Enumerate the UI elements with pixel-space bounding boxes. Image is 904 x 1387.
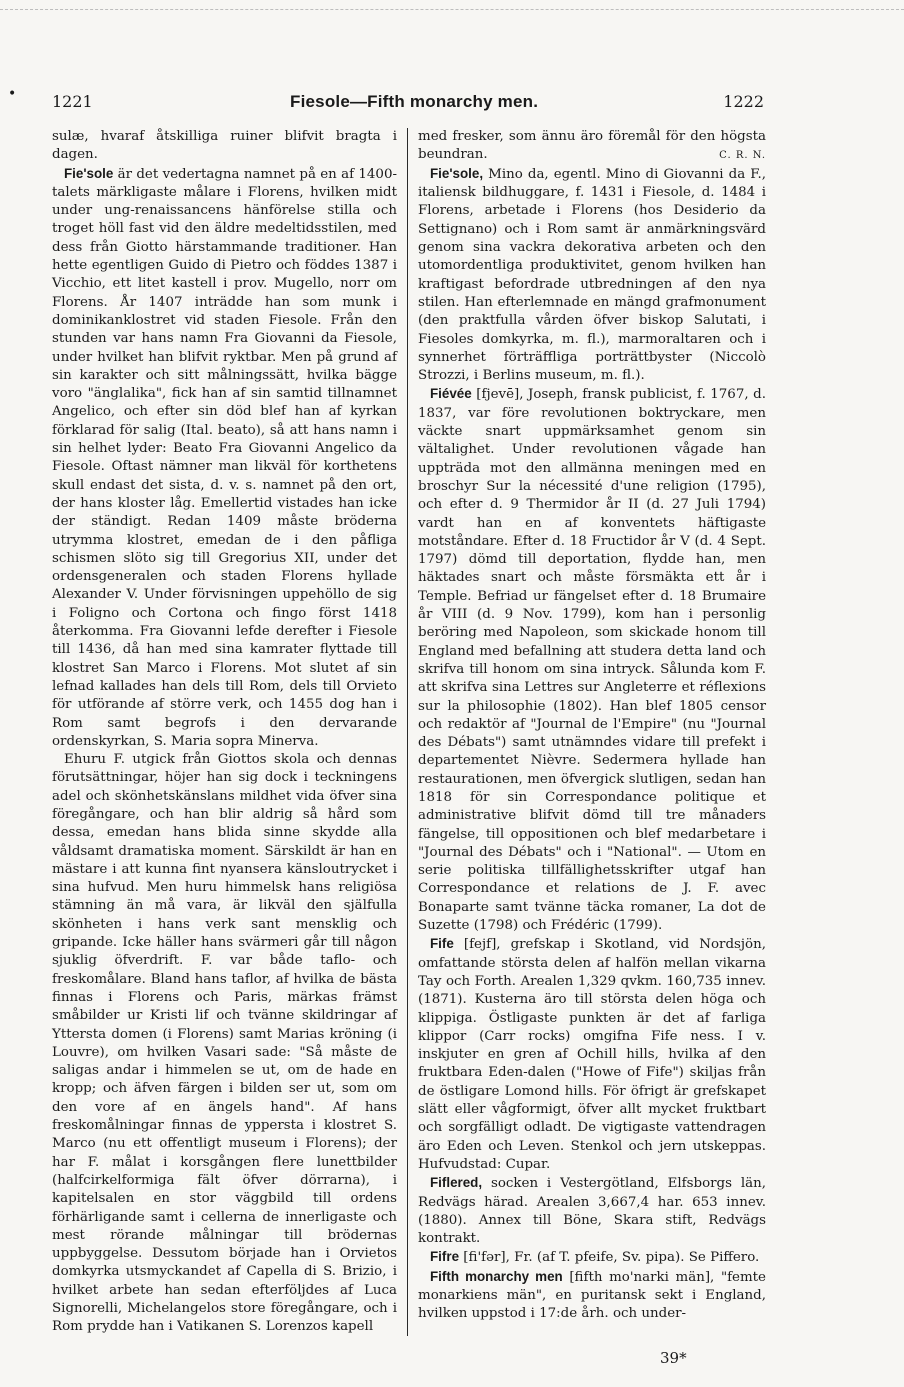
headword-fiflered: Fiflered, xyxy=(430,1175,483,1191)
page-header xyxy=(0,92,904,116)
entry-fifre xyxy=(418,1248,766,1267)
headword-fiesole: Fie'sole xyxy=(64,165,114,181)
entry-body: [fejf], grefskap i Skotland, vid Nordsjön, omfattande största delen af halfön mellan vikarna Tay och Forth. Arealen 1,329 qvkm. 160,735 innev. (1871). Kusterna äro till största delen höga och klippiga. Östligaste punkten är det af farliga klippor (Carr rocks) omgifna Fife ness. I v. inskjuter en gren af Ochill hills, hvilka af den fruktbara Eden-dalen ("Howe of Fife") skiljas från de östligare Lomond hills. För öfrigt är grefskapet slätt eller vågformigt, öfver allt mycket fruktbart och sorgfälligt odladt. De vigtigaste vattendragen äro Eden och Leven. Stenkol och jern utskeppas. Hufvudstad: Cupar. xyxy=(418,937,766,1172)
continuation-text: med fresker, som ännu äro föremål för den högsta beundran. xyxy=(418,129,766,163)
entry-paragraph xyxy=(52,165,397,752)
entry-body: Mino da, egentl. Mino di Giovanni da F., italiensk bildhuggare, f. 1431 i Fiesole, d. 1484 i Florens, arbetade i Florens (hos Desiderio da Settignano) och i Rom samt är anmärkningsvärd genom sina vackra dekorativa arbeten och den utomordentliga produktivitet, genom hvilken han kraftigast befordrade utbredningen af den nya stilen. Han efterlemnade en mängd grafmonument (den praktfulla vården öfver biskop Salutati, i Fiesoles domkyrka, m. fl.), marmoraltaren och i synnerhet förträffliga porträttbyster (Niccolò Strozzi, i Berlins museum, m. fl.). xyxy=(418,166,766,384)
top-edge-line xyxy=(0,9,904,10)
headword-fifth-monarchy-men: Fifth monarchy men xyxy=(430,1268,563,1284)
entry-paragraph-2: Ehuru F. utgick från Giottos skola och dennas förutsättningar, höjer han sig dock i teckningens adel och skönhetskänslans mildhet vida öfver sina föregångare, och han blir aldrig så hård som dessa, emedan hans blida sinne skydde alla våldsamt dramatiska moment. Särskildt är han en mästare i att kunna fint nyansera känsloutrycket i sina hufvud. Men huru himmelsk hans religiösa stämning än må vara, är likväl den själfulla skönheten i hans verk sant mensklig och gripande. Icke häller hans svärmeri går till någon sjuklig öfverdrift. F. var både taflo- och freskomålare. Bland hans taflor, af hvilka de bästa finnas i Florens och Paris, märkas främst småbilder ur Kristi lif och tvänne skildringar af Yttersta domen (i Florens) samt Marias kröning (i Louvre), om hvilken Vasari sade: "Så måste de saligas andar i himmelen se ut, om de hade en kropp; och äfven färgen i bilden ser ut, som om den vore af en ängels hand". Af hans freskomålningar finnas de yppersta i klostret S. Marco (nu ett offentligt museum i Florens); der har F. målat i korsgången flere lunettbilder (halfcirkelformiga fält öfver dörrarna), i kapitelsalen en stor väggbild till ordens förhärligande samt i cellerna de innerligaste och mest rörande målningar till brödernas uppbyggelse. Dessutom började han i Orvietos domkyrka utsmyckandet af Capella di S. Brizio, i hvilket arbete han sedan efterföljdes af Luca Signorelli, Michelangelos store föregångare, och i Rom prydde han i Vatikanen S. Lorenzos kapell xyxy=(52,752,397,1335)
entry-body: [fifth mo'narki män], "femte monarkiens män", en puritansk sekt i England, hvilken uppstod i 17:de årh. och under- xyxy=(418,1269,766,1322)
entry-body: [fi'fər], Fr. (af T. pfeife, Sv. pipa). Se Piffero. xyxy=(463,1250,760,1266)
headword-fife: Fife xyxy=(430,936,454,952)
entry-fiflered xyxy=(418,1174,766,1248)
right-page-number: 1222 xyxy=(723,92,764,111)
entry-paragraph xyxy=(418,385,766,935)
entry-continuation-right xyxy=(418,128,766,165)
entry-paragraph xyxy=(418,1268,766,1324)
signature-mark: 39* xyxy=(660,1349,687,1367)
entry-body: socken i Vestergötland, Elfsborgs län, Redvägs härad. Arealen 3,667,4 har. 653 innev. (1880). Annex till Böne, Skara stift, Redvägs kontrakt. xyxy=(418,1176,766,1247)
headword-fievee: Fiévée xyxy=(430,386,472,402)
entry-body: [fjevē], Joseph, fransk publicist, f. 1767, d. 1837, var före revolutionen boktryckare, men väckte snart uppmärksamhet genom sin vältalighet. Under revolutionen vågade han uppträda mot den allmänna meningen med en broschyr Sur la nécessité d'une religion (1795), och efter d. 9 Thermidor år II (d. 27 Juli 1794) vardt han en af konventets häftigaste motståndare. Efter d. 18 Fructidor år V (d. 4 Sept. 1797) dömd till deportation, flydde han, men häktades snart och måste försmäkta ett år i Temple. Befriad ur fängelset efter d. 18 Brumaire år VIII (d. 9 Nov. 1799), kom han i personlig beröring med Napoleon, som skickade honom till England med befallning att studera detta land och skrifva till honom om sina intryck. Sålunda kom F. att skrifva sina Lettres sur Angleterre et réflexions sur la philosophie (1802). Han blef 1805 censor och redaktör af "Journal de l'Empire" (nu "Journal des Débats") samt utnämndes vidare till prefekt i departementet Nièvre. Sedermera hyllade han restaurationen, men öfvergick slutligen, sedan han 1818 för sin Correspondance politique et administrative blifvit dömd till tre månaders fängelse, till oppositionen och blef medarbetare i "Journal des Débats" och i "National". — Utom en serie politiska tillfällighetsskrifter utgaf han Correspondance et relations de J. F. avec Bonaparte samt tvänne täcka romaner, La dot de Suzette (1798) och Frédéric (1799). xyxy=(418,387,766,934)
entry-paragraph xyxy=(418,165,766,386)
entry-paragraph xyxy=(418,1248,766,1267)
entry-fievee xyxy=(418,385,766,935)
entry-fifth-monarchy-men xyxy=(418,1268,766,1324)
headword-fifre: Fifre xyxy=(430,1249,460,1265)
entry-fiesole-mino xyxy=(418,165,766,386)
entry-paragraph xyxy=(418,935,766,1174)
right-column xyxy=(418,128,766,1322)
continuation-text: sulæ, hvaraf åtskilliga ruiner blifvit bragta i dagen. xyxy=(52,129,397,163)
author-signature: C. R. N. xyxy=(719,149,766,161)
entry-paragraph xyxy=(418,1174,766,1248)
headword-fiesole-mino: Fie'sole, xyxy=(430,165,484,181)
left-page-number: 1221 xyxy=(52,92,93,111)
entry-body: är det vedertagna namnet på en af 1400-talets märkligaste målare i Florens, hvilken midt under ung-renaissancens hänförelse stilla och troget höll fast vid den äldre medeltidsstilen, med dess från Giotto härstammande traditioner. Han hette egentligen Guido di Pietro och föddes 1387 i Vicchio, ett litet kastell i prov. Mugello, norr om Florens. År 1407 inträdde han som munk i dominikanklostret vid staden Fiesole. Från den stunden var hans namn Fra Giovanni da Fiesole, under hvilket han blifvit ryktbar. Men på grund af sin karakter och sitt målningssätt, hvilka bägge voro "änglalika", fick han af sin samtid tillnamnet Angelico, och efter sin död blef han af kyrkan förklarad för salig (Ital. beato), så att hans namn i sin helhet lyder: Beato Fra Giovanni Angelico da Fiesole. Oftast nämner man likväl för korthetens skull endast det sista, d. v. s. namnet på den ort, der hans kloster låg. Emellertid vistades han icke der ständigt. Redan 1409 måste bröderna utrymma klostret, emedan de i den påfliga schismen slöto sig till Gregorius XII, under det ordensgeneralen och staden Florens hyllade Alexander V. Under förvisningen uppehöllo de sig i Foligno och Cortona och fingo först 1418 återkomma. Fra Giovanni lefde derefter i Fiesole till 1436, då han med sina kamrater flyttade till klostret San Marco i Florens. Mot slutet af sin lefnad kallades han dels till Rom, dels till Orvieto för utförande af större verk, och 1455 dog han i Rom samt begrofs i den dervarande ordenskyrkan, S. Maria sopra Minerva. xyxy=(52,166,397,749)
entry-fife xyxy=(418,935,766,1174)
entry-fiesole xyxy=(52,165,397,1337)
running-title: Fiesole—Fifth monarchy men. xyxy=(290,92,539,111)
column-divider xyxy=(407,128,408,1336)
entry-continuation xyxy=(52,128,397,165)
margin-mark: • xyxy=(8,86,17,102)
left-column xyxy=(52,128,397,1333)
